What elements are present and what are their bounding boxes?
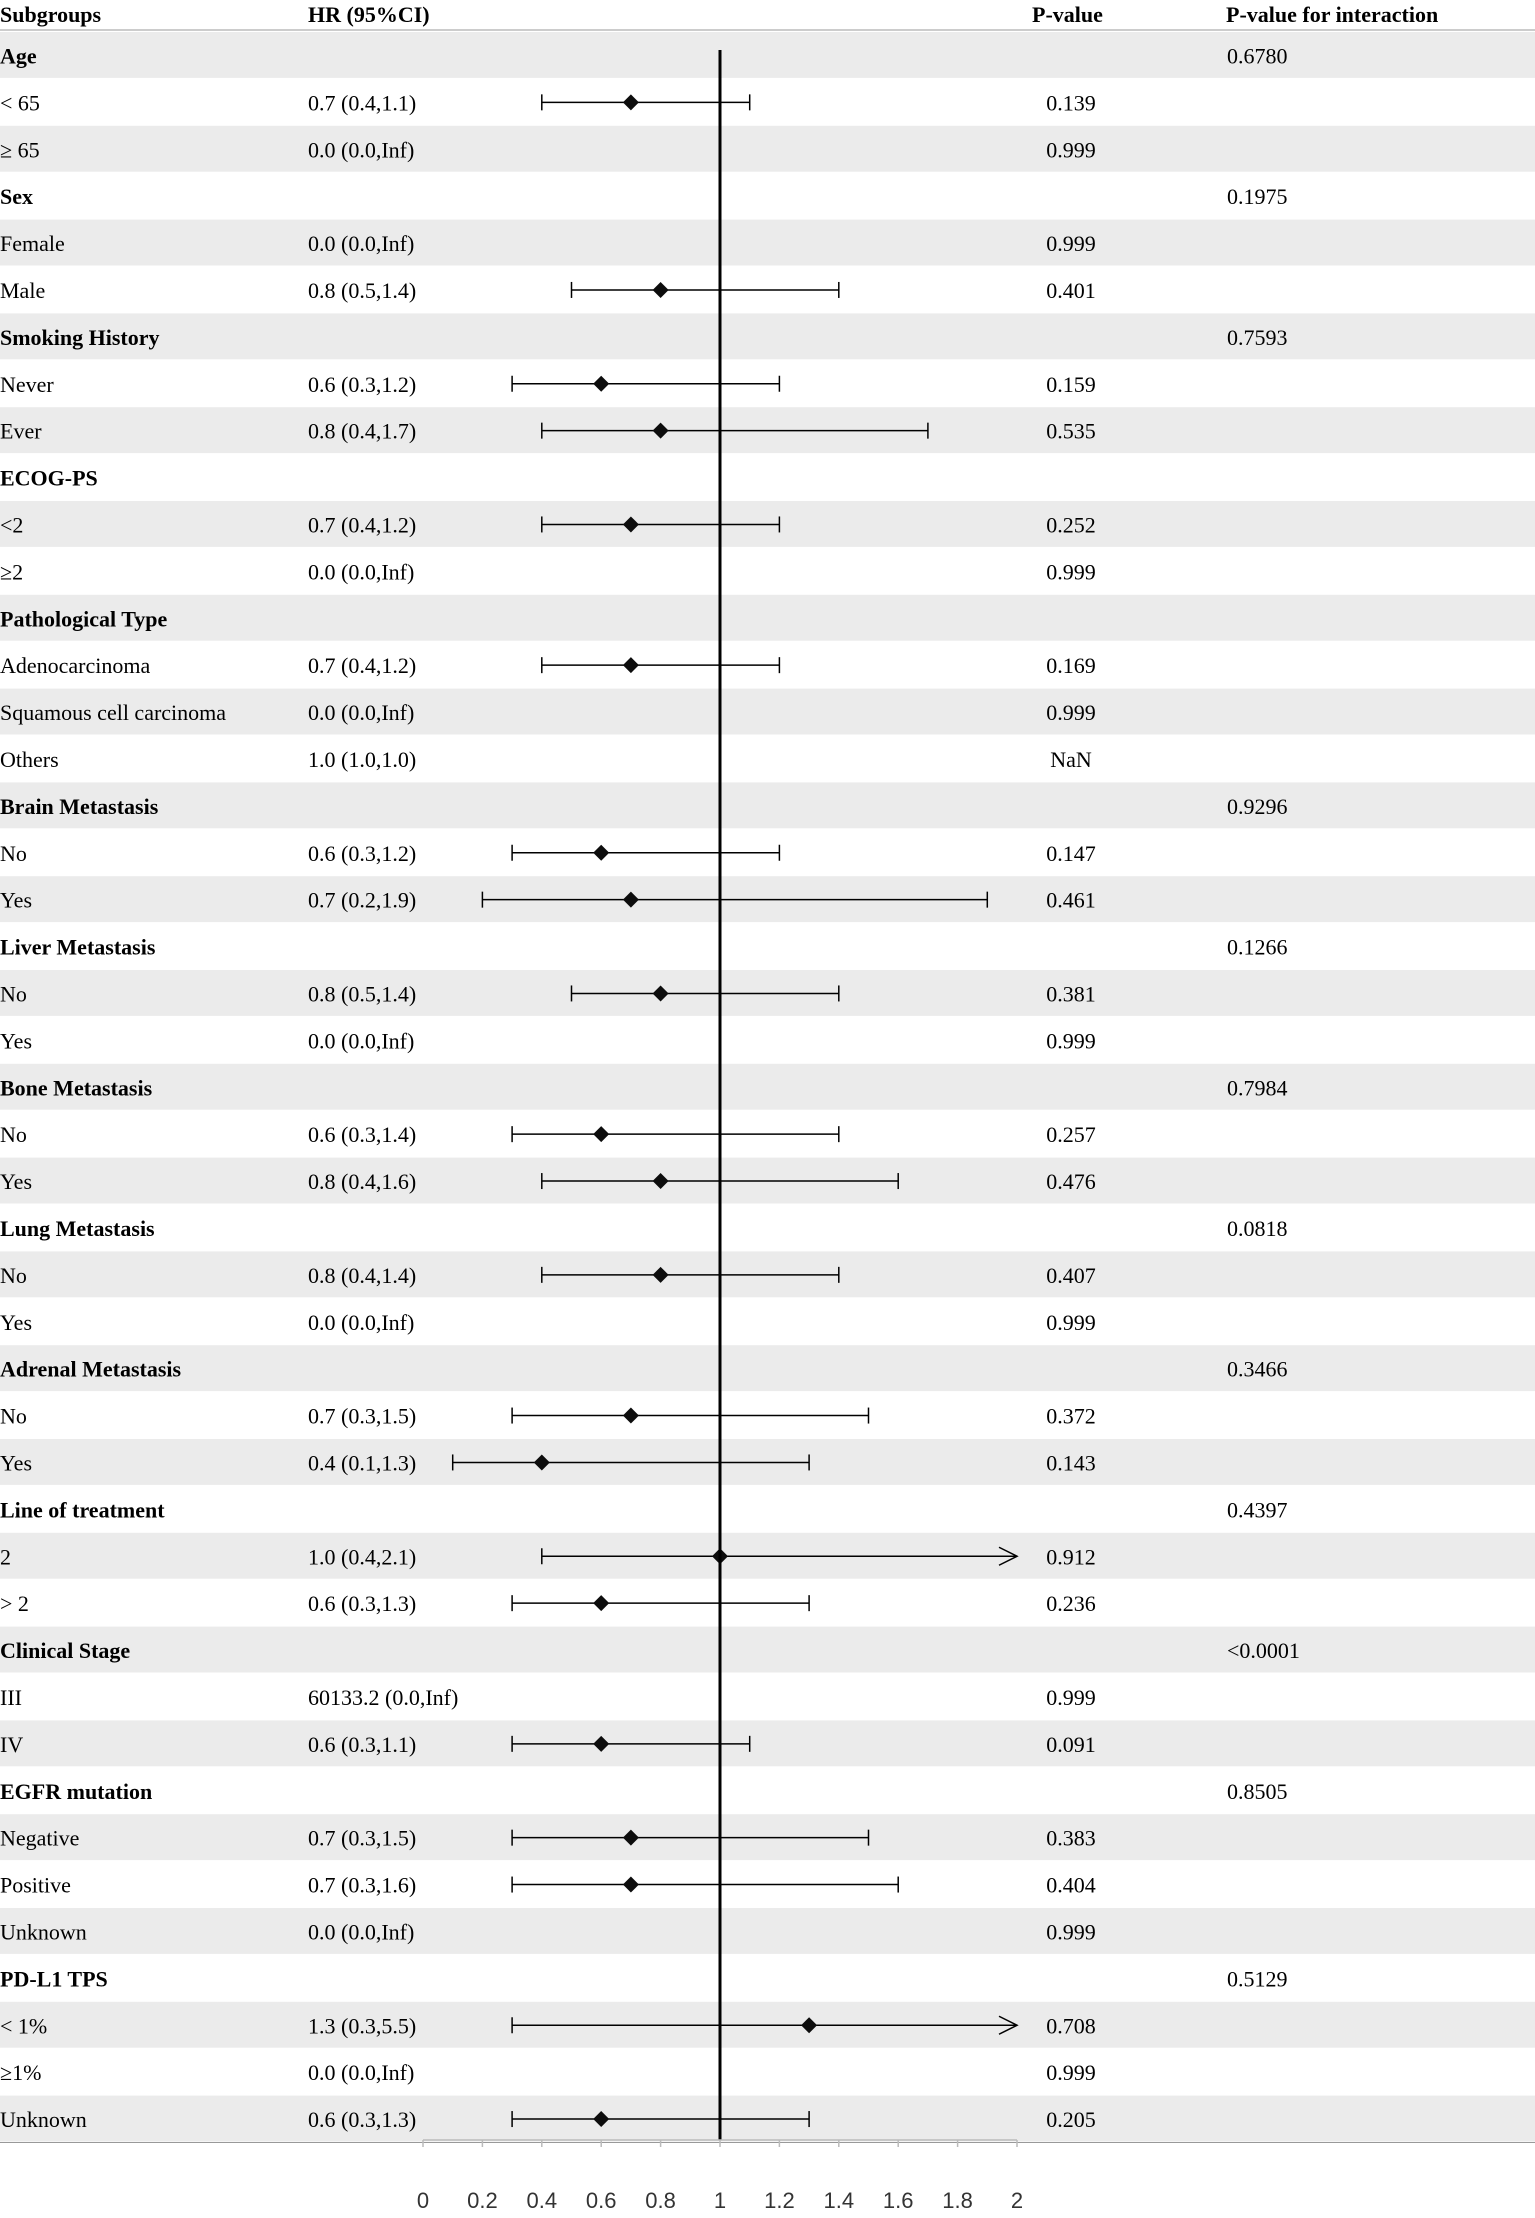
subgroup-label: No — [0, 1122, 27, 1148]
p-value: 0.381 — [1046, 981, 1096, 1007]
hr-ci-value: 1.0 (1.0,1.0) — [308, 746, 417, 772]
table-row — [0, 1685, 1096, 1710]
p-value: 0.372 — [1046, 1403, 1096, 1429]
interaction-p-value: 0.5129 — [1227, 1966, 1288, 1992]
p-value: 0.159 — [1046, 371, 1096, 397]
hr-ci-value: 0.8 (0.4,1.4) — [308, 1262, 417, 1288]
x-tick-label: 1.2 — [764, 2188, 795, 2213]
row-stripe — [0, 782, 1535, 828]
group-row — [0, 1497, 1288, 1522]
subgroup-label: Others — [0, 746, 59, 772]
p-value: 0.257 — [1046, 1122, 1096, 1148]
row-stripe — [0, 32, 1535, 78]
subgroup-label: Male — [0, 277, 46, 303]
p-value: 0.999 — [1046, 2060, 1096, 2086]
row-stripe — [0, 1064, 1535, 1110]
group-label: EGFR mutation — [0, 1778, 153, 1804]
subgroup-label: < 1% — [0, 2013, 48, 2039]
hr-ci-value: 0.0 (0.0,Inf) — [308, 1309, 415, 1335]
row-stripe — [0, 313, 1535, 359]
hr-ci-value: 0.6 (0.3,1.1) — [308, 1731, 417, 1757]
table-row — [0, 1028, 1096, 1053]
subgroup-label: ≥2 — [0, 559, 24, 585]
subgroup-label: ≥1% — [0, 2060, 42, 2086]
hr-ci-value: 0.0 (0.0,Inf) — [308, 1028, 415, 1054]
row-stripe — [0, 126, 1535, 172]
p-value: 0.252 — [1046, 512, 1096, 538]
interaction-p-value: 0.1975 — [1227, 184, 1288, 210]
group-label: Sex — [0, 184, 33, 210]
subgroup-label: 2 — [0, 1544, 11, 1570]
row-stripe — [0, 595, 1535, 641]
x-tick-label: 0.8 — [645, 2188, 676, 2213]
hr-point-marker — [623, 94, 639, 110]
subgroup-label: Female — [0, 231, 65, 257]
x-axis — [0, 2140, 1535, 2213]
p-value: NaN — [1050, 746, 1092, 772]
subgroup-label: No — [0, 1403, 27, 1429]
subgroup-label: Squamous cell carcinoma — [0, 700, 227, 726]
interaction-p-value: 0.3466 — [1227, 1356, 1288, 1382]
header-interaction: P-value for interaction — [1226, 2, 1439, 27]
subgroup-label: Negative — [0, 1825, 80, 1851]
p-value: 0.461 — [1046, 887, 1096, 913]
subgroup-label: ≥ 65 — [0, 137, 40, 163]
hr-ci-value: 0.7 (0.4,1.2) — [308, 653, 417, 679]
hr-point-marker — [593, 1126, 609, 1142]
x-tick-label: 1.4 — [823, 2188, 855, 2213]
hr-ci-value: 0.7 (0.3,1.6) — [308, 1872, 417, 1898]
subgroup-label: III — [0, 1684, 22, 1710]
hr-point-marker — [593, 845, 609, 861]
p-value: 0.143 — [1046, 1450, 1096, 1476]
hr-point-marker — [653, 282, 669, 298]
header-hr: HR (95%CI) — [308, 2, 430, 27]
row-stripe — [0, 1720, 1535, 1766]
table-row — [0, 747, 1092, 772]
hr-point-marker — [593, 1595, 609, 1611]
table-row — [0, 1310, 1096, 1335]
hr-ci-value: 0.6 (0.3,1.3) — [308, 2107, 417, 2133]
p-value: 0.999 — [1046, 231, 1096, 257]
row-stripe — [0, 1627, 1535, 1673]
hr-ci-value: 0.6 (0.3,1.2) — [308, 840, 417, 866]
group-label: ECOG-PS — [0, 465, 98, 491]
hr-ci-value: 0.0 (0.0,Inf) — [308, 231, 415, 257]
subgroup-label: < 65 — [0, 90, 40, 116]
p-value: 0.091 — [1046, 1731, 1096, 1757]
hr-ci-value: 0.8 (0.5,1.4) — [308, 277, 417, 303]
x-tick-label: 1 — [713, 2188, 727, 2213]
row-stripe — [0, 689, 1535, 735]
p-value: 0.999 — [1046, 559, 1096, 585]
hr-ci-value: 0.7 (0.4,1.1) — [308, 90, 417, 116]
hr-ci-value: 1.3 (0.3,5.5) — [308, 2013, 417, 2039]
hr-ci-value: 60133.2 (0.0,Inf) — [308, 1684, 459, 1710]
interaction-p-value: 0.7984 — [1227, 1075, 1288, 1101]
hr-ci-value: 0.7 (0.3,1.5) — [308, 1825, 417, 1851]
group-row — [0, 466, 98, 491]
group-label: Pathological Type — [0, 606, 168, 632]
p-value: 0.535 — [1046, 418, 1096, 444]
subgroup-label: <2 — [0, 512, 24, 538]
x-tick-label: 0.6 — [585, 2188, 617, 2213]
subgroup-label: > 2 — [0, 1591, 29, 1617]
p-value: 0.236 — [1046, 1591, 1096, 1617]
subgroup-label: Yes — [0, 1450, 33, 1476]
hr-ci-value: 0.8 (0.4,1.6) — [308, 1169, 417, 1195]
p-value: 0.205 — [1046, 2107, 1096, 2133]
group-label: Bone Metastasis — [0, 1075, 153, 1101]
p-value: 0.147 — [1046, 840, 1096, 866]
p-value: 0.404 — [1046, 1872, 1096, 1898]
hr-ci-value: 0.0 (0.0,Inf) — [308, 2060, 415, 2086]
interaction-p-value: 0.4397 — [1227, 1497, 1288, 1523]
subgroup-label: Adenocarcinoma — [0, 653, 151, 679]
group-row — [0, 184, 1288, 209]
header-pvalue: P-value — [1032, 2, 1103, 27]
row-stripe — [0, 1908, 1535, 1954]
interaction-p-value: 0.9296 — [1227, 793, 1288, 819]
subgroup-label: Yes — [0, 1309, 33, 1335]
column-headers — [0, 2, 1438, 27]
hr-point-marker — [623, 1408, 639, 1424]
group-label: PD-L1 TPS — [0, 1966, 108, 1992]
p-value: 0.139 — [1046, 90, 1096, 116]
subgroup-label: Positive — [0, 1872, 71, 1898]
hr-ci-value: 0.0 (0.0,Inf) — [308, 700, 415, 726]
p-value: 0.476 — [1046, 1169, 1096, 1195]
p-value: 0.383 — [1046, 1825, 1096, 1851]
x-tick-label: 1.8 — [942, 2188, 973, 2213]
hr-point-marker — [623, 1877, 639, 1893]
p-value: 0.999 — [1046, 1309, 1096, 1335]
p-value: 0.401 — [1046, 277, 1096, 303]
hr-ci-value: 0.0 (0.0,Inf) — [308, 137, 415, 163]
p-value: 0.999 — [1046, 700, 1096, 726]
hr-ci-value: 0.4 (0.1,1.3) — [308, 1450, 417, 1476]
hr-ci-value: 0.7 (0.2,1.9) — [308, 887, 417, 913]
subgroup-label: Never — [0, 371, 54, 397]
hr-point-marker — [593, 376, 609, 392]
interaction-p-value: <0.0001 — [1227, 1638, 1300, 1664]
hr-ci-value: 0.6 (0.3,1.4) — [308, 1122, 417, 1148]
group-row — [0, 1216, 1288, 1241]
hr-ci-value: 0.6 (0.3,1.2) — [308, 371, 417, 397]
p-value: 0.999 — [1046, 1919, 1096, 1945]
row-stripes — [0, 32, 1535, 2142]
group-row — [0, 1779, 1288, 1804]
row-stripe — [0, 220, 1535, 266]
subgroup-label: Unknown — [0, 1919, 87, 1945]
subgroup-label: No — [0, 840, 27, 866]
interaction-p-value: 0.8505 — [1227, 1778, 1288, 1804]
group-label: Smoking History — [0, 324, 160, 350]
subgroup-label: IV — [0, 1731, 24, 1757]
group-row — [0, 935, 1288, 960]
interaction-p-value: 0.6780 — [1227, 43, 1288, 69]
p-value: 0.999 — [1046, 137, 1096, 163]
table-row — [0, 278, 1096, 303]
group-row — [0, 1966, 1288, 1991]
subgroup-label: Unknown — [0, 2107, 87, 2133]
p-value: 0.999 — [1046, 1684, 1096, 1710]
x-tick-label: 0 — [416, 2188, 430, 2213]
subgroup-label: No — [0, 1262, 27, 1288]
hr-ci-value: 0.0 (0.0,Inf) — [308, 559, 415, 585]
subgroup-label: Yes — [0, 887, 33, 913]
hr-ci-value: 0.8 (0.4,1.7) — [308, 418, 417, 444]
subgroup-label: Ever — [0, 418, 42, 444]
subgroup-label: No — [0, 981, 27, 1007]
p-value: 0.912 — [1046, 1544, 1096, 1570]
table-row — [0, 559, 1096, 584]
group-label: Adrenal Metastasis — [0, 1356, 182, 1382]
x-tick-label: 0.4 — [526, 2188, 558, 2213]
hr-ci-value: 1.0 (0.4,2.1) — [308, 1544, 417, 1570]
group-row — [0, 606, 167, 631]
subgroup-label: Yes — [0, 1028, 33, 1054]
hr-point-marker — [623, 657, 639, 673]
header-subgroups: Subgroups — [0, 2, 102, 27]
interaction-p-value: 0.0818 — [1227, 1215, 1288, 1241]
group-label: Lung Metastasis — [0, 1215, 155, 1241]
interaction-p-value: 0.7593 — [1227, 324, 1288, 350]
hr-ci-value: 0.7 (0.4,1.2) — [308, 512, 417, 538]
group-label: Age — [0, 43, 37, 69]
x-tick-label: 2 — [1010, 2188, 1024, 2213]
group-label: Brain Metastasis — [0, 793, 159, 819]
x-tick-label: 1.6 — [882, 2188, 914, 2213]
hr-ci-value: 0.6 (0.3,1.3) — [308, 1591, 417, 1617]
hr-ci-value: 0.7 (0.3,1.5) — [308, 1403, 417, 1429]
hr-ci-value: 0.0 (0.0,Inf) — [308, 1919, 415, 1945]
x-tick-label: 0.2 — [467, 2188, 498, 2213]
group-label: Clinical Stage — [0, 1638, 131, 1664]
p-value: 0.999 — [1046, 1028, 1096, 1054]
row-stripe — [0, 1345, 1535, 1391]
table-row — [0, 2060, 1096, 2085]
p-value: 0.708 — [1046, 2013, 1096, 2039]
group-label: Liver Metastasis — [0, 934, 156, 960]
p-value: 0.169 — [1046, 653, 1096, 679]
interaction-p-value: 0.1266 — [1227, 934, 1288, 960]
p-value: 0.407 — [1046, 1262, 1096, 1288]
hr-ci-value: 0.8 (0.5,1.4) — [308, 981, 417, 1007]
group-label: Line of treatment — [0, 1497, 165, 1523]
subgroup-label: Yes — [0, 1169, 33, 1195]
